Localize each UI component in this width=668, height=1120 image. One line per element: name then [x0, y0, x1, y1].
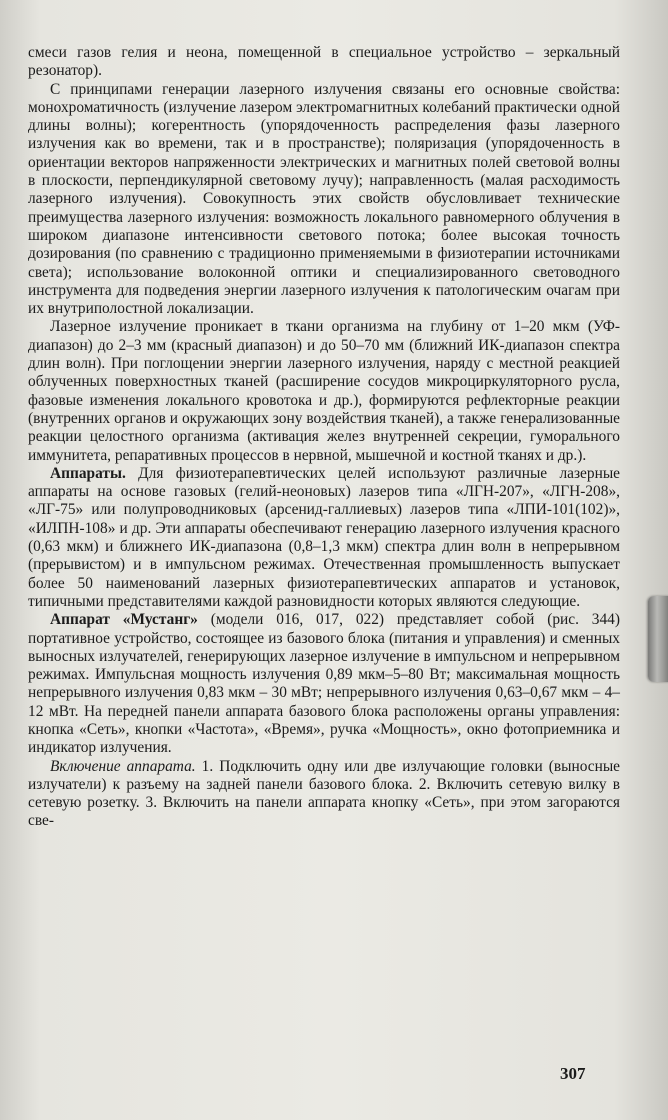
paragraph-apparatus: [28, 465, 620, 611]
paragraph-lead: Аппараты.: [50, 464, 126, 482]
paragraph-text: 1. Подключить одну или две излучающие головки (выносные излучатели) к разъему на задней панели базового блока. 2. Включить сетевую вилку в сетевую розетку. 3. Включить на панели аппарата кнопку «Сеть», при этом загораются све-: [28, 757, 621, 830]
paragraph-laser-properties: [28, 81, 620, 319]
paragraph-lead-italic: Включение аппарата.: [50, 757, 196, 775]
paragraph-text: смеси газов гелия и неона, помещенной в специальное устройство – зеркальный резонатор).: [28, 44, 620, 80]
paragraph-lead: Аппарат «Мустанг»: [50, 611, 198, 629]
page-body: [28, 44, 620, 831]
paragraph-text: (модели 016, 017, 022) представляет собой (рис. 344) портативное устройство, состоящее из базового блока (питания и управления) и сменных выносных излучателей, генерирующих лазерное излучение в импульсном и непрерывном режимах. Импульсная мощность излучения 0,89 мкм–5–80 Вт; максимальная мощность непрерывного излучения 0,83 мкм – 30 мВт; непрерывного излучения 0,63–0,67 мкм – 4–12 мВт. На передней панели аппарата базового блока расположены органы управления: кнопка «Сеть», кнопки «Частота», «Время», ручка «Мощность», окно фотоприемника и индикатор излучения.: [28, 611, 620, 757]
paragraph-text: С принципами генерации лазерного излучения связаны его основные свойства: монохроматичность (излучение лазером электромагнитных колебаний практически одной длины волны); когерентность (упорядоченность распределения фазы лазерного излучения как во времени, так и в пространстве); поляризация (упорядоченность в ориентации векторов напряженности электрических и магнитных полей световой волны в плоскости, перпендикулярной световому лучу); направленность (малая расходимость лазерного излучения). Совокупность этих свойств обусловливает технические преимущества лазерного излучения: возможность локального равномерного облучения в широком диапазоне интенсивности светового потока; более высокая точность дозирования (по сравнению с традиционно применяемыми в физиотерапии источниками света); использование волоконной оптики и специализированного световодного инструмента для подведения энергии лазерного излучения к патологическим очагам при их внутриполостной локализации.: [28, 80, 620, 318]
paragraph-switch-on: [28, 758, 620, 831]
paragraph-penetration: [28, 318, 620, 464]
paragraph-intro: [28, 44, 620, 81]
paragraph-text: Лазерное излучение проникает в ткани организма на глубину от 1–20 мкм (УФ-диапазон) до 2–3 мм (красный диапазон) и до 50–70 мм (ближний ИК-диапазон спектра длин волн). При поглощении энергии лазерного излучения, наряду с местной реакцией облученных поверхностных тканей (расширение сосудов микроциркуляторного русла, фазовые изменения локального кровотока и др.), формируются рефлекторные реакции (внутренних органов и окружающих зону воздействия тканей), а также генерализованные реакции целостного организма (активация желез внутренней секреции, гуморального иммунитета, репаративных процессов в нервной, мышечной и костной тканях и др.).: [28, 318, 620, 464]
page-number: 307: [560, 1064, 586, 1083]
paragraph-mustang: [28, 611, 620, 757]
metal-bookmark-tab: [648, 596, 668, 682]
paragraph-text: Для физиотерапевтических целей используют различные лазерные аппараты на основе газовых (гелий-неоновых) лазеров типа «ЛГН-207», «ЛГН-208», «ЛГ-75» или полупроводниковых (арсенид-галлиевых) лазеров типа «ЛПИ-101(102)», «ИЛПН-108» и др. Эти аппараты обеспечивают генерацию лазерного излучения красного (0,63 мкм) и ближнего ИК-диапазона (0,8–1,3 мкм) спектра длин волн в непрерывном (прерывистом) и в импульсном режимах. Отечественная промышленность выпускает более 50 наименований лазерных физиотерапевтических аппаратов и установок, типичными представителями каждой разновидности которых являются следующие.: [28, 464, 620, 610]
